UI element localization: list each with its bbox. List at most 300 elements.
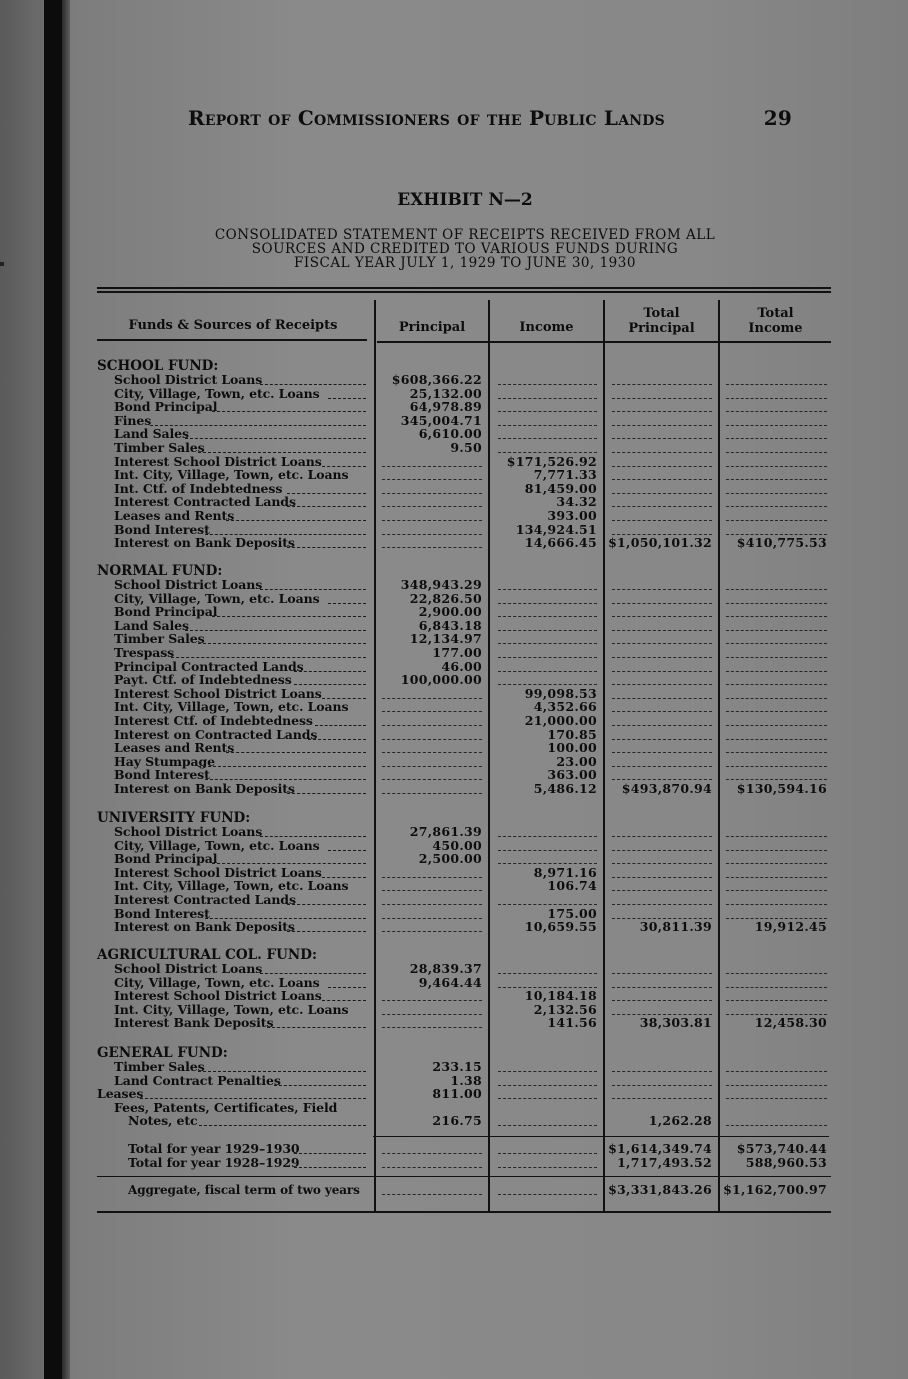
blank-entry-dashes xyxy=(382,793,482,794)
blank-entry-dashes xyxy=(498,616,597,617)
blank-entry-dashes xyxy=(612,1085,712,1086)
blank-entry-dashes xyxy=(498,1125,597,1126)
blank-entry-dashes xyxy=(726,384,827,385)
row-label: Int. City, Village, Town, etc. Loans xyxy=(114,700,349,715)
blank-entry-dashes xyxy=(726,904,827,905)
amount-income: 10,184.18 xyxy=(524,988,597,1004)
amount-principal: 100,000.00 xyxy=(400,672,482,688)
blank-entry-dashes xyxy=(498,1085,597,1086)
amount-principal: 27,861.39 xyxy=(409,824,482,839)
blank-entry-dashes xyxy=(726,506,827,507)
amount-income: 170.85 xyxy=(547,726,597,742)
row-label: Land Sales xyxy=(114,427,189,442)
amount-income: 175.00 xyxy=(547,905,597,921)
leader-dots xyxy=(287,904,366,905)
leader-dots xyxy=(205,534,366,535)
leader-dots xyxy=(198,643,366,644)
leader-dots xyxy=(287,931,366,932)
leader-dots xyxy=(322,698,367,699)
blank-entry-dashes xyxy=(382,506,482,507)
blank-entry-dashes xyxy=(726,438,827,439)
amount-principal: 9,464.44 xyxy=(418,974,482,990)
row-label: School District Loans xyxy=(114,373,263,387)
blank-entry-dashes xyxy=(726,684,827,685)
blank-entry-dashes xyxy=(612,850,712,851)
blank-entry-dashes xyxy=(498,1167,597,1168)
row-label: Interest Contracted Lands xyxy=(114,893,296,907)
blank-entry-dashes xyxy=(726,987,827,988)
row-label: Principal Contracted Lands xyxy=(114,659,304,674)
amount-income: 4,352.66 xyxy=(533,699,597,715)
blank-entry-dashes xyxy=(726,877,827,878)
blank-entry-dashes xyxy=(726,698,827,699)
leader-dots xyxy=(198,452,366,453)
blank-entry-dashes xyxy=(726,739,827,740)
leader-dots xyxy=(322,466,367,467)
table-top-rule xyxy=(97,287,831,289)
amount-income: 7,771.33 xyxy=(533,467,597,483)
blank-entry-dashes xyxy=(382,890,482,891)
amount-principal: 9.50 xyxy=(450,440,482,455)
blank-entry-dashes xyxy=(382,466,482,467)
leader-dots xyxy=(328,603,366,604)
amount-income: 106.74 xyxy=(547,878,597,894)
table-top-rule-double xyxy=(97,291,831,293)
blank-entry-dashes xyxy=(498,973,597,974)
blank-entry-dashes xyxy=(612,466,712,467)
blank-entry-dashes xyxy=(498,643,597,644)
amount-total-principal: 38,303.81 xyxy=(639,1015,712,1031)
row-label: Land Sales xyxy=(114,618,189,633)
blank-entry-dashes xyxy=(726,479,827,480)
page-number: 29 xyxy=(763,106,792,130)
blank-entry-dashes xyxy=(382,698,482,699)
blank-entry-dashes xyxy=(612,493,712,494)
blank-entry-dashes xyxy=(498,850,597,851)
blank-entry-dashes xyxy=(612,589,712,590)
blank-entry-dashes xyxy=(612,398,712,399)
row-label: Interest School District Loans xyxy=(114,865,322,880)
blank-entry-dashes xyxy=(382,520,482,521)
row-label: Trespass xyxy=(114,646,175,660)
caption-line: FISCAL YEAR JULY 1, 1929 TO JUNE 30, 1930 xyxy=(294,255,636,271)
row-label: Interest School District Loans xyxy=(114,989,322,1004)
amount-income: 141.56 xyxy=(547,1015,597,1031)
blank-entry-dashes xyxy=(726,752,827,753)
amount-income: 23.00 xyxy=(556,753,597,769)
row-label: Fees, Patents, Certificates, Field xyxy=(114,1100,338,1115)
blank-entry-dashes xyxy=(612,1071,712,1072)
blank-entry-dashes xyxy=(612,973,712,974)
amount-income: 393.00 xyxy=(547,508,597,523)
amount-total-principal: 1,262.28 xyxy=(648,1113,712,1129)
blank-entry-dashes xyxy=(726,657,827,658)
row-label: Leases and Rents xyxy=(114,741,235,756)
amount-principal: 2,900.00 xyxy=(418,604,482,620)
amount-income: 81,459.00 xyxy=(524,480,597,496)
leader-dots xyxy=(260,836,366,837)
amount-total-income: 19,912.45 xyxy=(754,919,827,935)
leader-dots xyxy=(226,520,366,521)
blank-entry-dashes xyxy=(498,1071,597,1072)
blank-entry-dashes xyxy=(726,1098,827,1099)
amount-income: $171,526.92 xyxy=(506,453,597,469)
totals-rule xyxy=(373,1136,829,1137)
leader-dots xyxy=(328,850,366,851)
leader-dots xyxy=(294,1153,366,1154)
leader-dots xyxy=(322,1000,367,1001)
amount-principal: $608,366.22 xyxy=(391,372,482,387)
table-bottom-rule xyxy=(97,1211,831,1213)
blank-entry-dashes xyxy=(612,890,712,891)
blank-entry-dashes xyxy=(612,616,712,617)
blank-entry-dashes xyxy=(612,766,712,767)
amount-income: 34.32 xyxy=(556,494,597,510)
blank-entry-dashes xyxy=(612,671,712,672)
aggregate-label: Aggregate, fiscal term of two years xyxy=(128,1183,360,1197)
leader-dots xyxy=(322,877,367,878)
header-underline-source xyxy=(97,339,367,341)
amount-principal: 28,839.37 xyxy=(409,961,482,976)
blank-entry-dashes xyxy=(612,752,712,753)
blank-entry-dashes xyxy=(726,589,827,590)
amount-income: 10,659.55 xyxy=(524,919,597,935)
row-label: City, Village, Town, etc. Loans xyxy=(114,591,320,606)
row-label: City, Village, Town, etc. Loans xyxy=(114,838,320,853)
fund-section-title: SCHOOL FUND: xyxy=(97,358,219,374)
amount-principal: 811.00 xyxy=(432,1086,482,1102)
leader-dots xyxy=(287,506,366,507)
leader-dots xyxy=(328,398,366,399)
blank-entry-dashes xyxy=(726,466,827,467)
blank-entry-dashes xyxy=(726,1125,827,1126)
row-label: Leases and Rents xyxy=(114,509,235,523)
amount-total-principal: $493,870.94 xyxy=(621,781,712,796)
blank-entry-dashes xyxy=(382,779,482,780)
row-label: Notes, etc xyxy=(128,1114,198,1129)
blank-entry-dashes xyxy=(726,1000,827,1001)
leader-dots xyxy=(294,684,366,685)
row-label: School District Loans xyxy=(114,825,263,839)
blank-entry-dashes xyxy=(382,877,482,878)
blank-entry-dashes xyxy=(498,671,597,672)
blank-entry-dashes xyxy=(726,1071,827,1072)
statement-caption xyxy=(120,228,810,270)
leader-dots xyxy=(212,616,366,617)
blank-entry-dashes xyxy=(498,1153,597,1154)
leader-dots xyxy=(171,657,366,658)
blank-entry-dashes xyxy=(498,438,597,439)
book-gutter xyxy=(62,0,70,1379)
leader-dots xyxy=(260,973,366,974)
leader-dots xyxy=(287,493,366,494)
blank-entry-dashes xyxy=(726,452,827,453)
blank-entry-dashes xyxy=(382,752,482,753)
blank-entry-dashes xyxy=(382,725,482,726)
blank-entry-dashes xyxy=(612,438,712,439)
row-label: Timber Sales xyxy=(114,1060,205,1074)
amount-income: 8,971.16 xyxy=(533,864,597,880)
amount-principal: 233.15 xyxy=(432,1059,482,1074)
blank-entry-dashes xyxy=(612,1098,712,1099)
amount-principal: 64,978.89 xyxy=(409,399,482,415)
amount-income: 363.00 xyxy=(547,767,597,783)
blank-entry-dashes xyxy=(726,863,827,864)
amount-income: 134,924.51 xyxy=(515,521,597,537)
blank-entry-dashes xyxy=(498,904,597,905)
amount-income: 99,098.53 xyxy=(524,685,597,701)
column-divider xyxy=(374,300,376,1211)
leader-dots xyxy=(226,752,366,753)
blank-entry-dashes xyxy=(612,520,712,521)
blank-entry-dashes xyxy=(498,1098,597,1099)
row-label: Interest on Contracted Lands xyxy=(114,727,318,742)
blank-entry-dashes xyxy=(612,863,712,864)
row-label: Fines xyxy=(114,413,152,428)
blank-entry-dashes xyxy=(382,766,482,767)
row-label: Interest on Bank Deposits xyxy=(114,782,295,796)
blank-entry-dashes xyxy=(612,479,712,480)
row-label: Interest Ctf. of Indebtedness xyxy=(114,714,313,728)
column-divider xyxy=(603,300,605,1211)
fund-section-title: NORMAL FUND: xyxy=(97,563,223,579)
amount-income: 100.00 xyxy=(547,740,597,756)
blank-entry-dashes xyxy=(382,1153,482,1154)
blank-entry-dashes xyxy=(612,904,712,905)
leader-dots xyxy=(287,793,366,794)
leader-dots xyxy=(198,766,366,767)
amount-total-principal: $1,614,349.74 xyxy=(608,1141,712,1156)
amount-principal: 177.00 xyxy=(432,645,482,660)
leader-dots xyxy=(205,779,366,780)
amount-principal: 345,004.71 xyxy=(400,412,482,428)
amount-income: 14,666.45 xyxy=(524,535,597,551)
amount-total-principal: 1,717,493.52 xyxy=(617,1155,712,1170)
row-label: Interest Bank Deposits xyxy=(114,1016,274,1031)
amount-total-principal: $1,050,101.32 xyxy=(608,535,712,551)
blank-entry-dashes xyxy=(612,711,712,712)
amount-principal: 46.00 xyxy=(441,658,482,674)
blank-entry-dashes xyxy=(382,711,482,712)
blank-entry-dashes xyxy=(612,698,712,699)
blank-entry-dashes xyxy=(382,1167,482,1168)
amount-total-principal: 30,811.39 xyxy=(639,919,712,935)
row-label: Int. Ctf. of Indebtedness xyxy=(114,481,283,496)
row-label: Int. City, Village, Town, etc. Loans xyxy=(114,1002,349,1017)
row-label: Int. City, Village, Town, etc. Loans xyxy=(114,879,349,894)
blank-entry-dashes xyxy=(498,398,597,399)
leader-dots xyxy=(198,1071,366,1072)
blank-entry-dashes xyxy=(726,520,827,521)
blank-entry-dashes xyxy=(498,411,597,412)
blank-entry-dashes xyxy=(726,850,827,851)
row-label: Interest School District Loans xyxy=(114,686,322,701)
blank-entry-dashes xyxy=(612,1000,712,1001)
row-label: Bond Interest xyxy=(114,522,210,537)
blank-entry-dashes xyxy=(612,643,712,644)
blank-entry-dashes xyxy=(612,384,712,385)
column-header-total-principal xyxy=(605,306,718,336)
blank-entry-dashes xyxy=(726,643,827,644)
leader-dots xyxy=(287,547,366,548)
leader-dots xyxy=(205,918,366,919)
leader-dots xyxy=(185,630,367,631)
blank-entry-dashes xyxy=(726,1085,827,1086)
row-label: Interest on Bank Deposits xyxy=(114,536,295,551)
amount-principal: 2,500.00 xyxy=(418,851,482,867)
row-label: Int. City, Village, Town, etc. Loans xyxy=(114,468,349,483)
amount-principal: 216.75 xyxy=(432,1113,482,1129)
blank-entry-dashes xyxy=(498,836,597,837)
row-label: Payt. Ctf. of Indebtedness xyxy=(114,673,292,688)
amount-principal: 450.00 xyxy=(432,837,482,853)
column-divider xyxy=(718,300,720,1211)
leader-dots xyxy=(315,725,366,726)
column-header-income: Income xyxy=(519,320,574,335)
caption-line: SOURCES AND CREDITED TO VARIOUS FUNDS DURING xyxy=(251,241,679,257)
row-label: Total for year 1929–1930 xyxy=(128,1142,300,1156)
amount-total-income: 12,458.30 xyxy=(754,1015,827,1031)
blank-entry-dashes xyxy=(726,890,827,891)
leader-dots xyxy=(212,863,366,864)
blank-entry-dashes xyxy=(726,630,827,631)
leader-dots xyxy=(260,384,366,385)
leader-dots xyxy=(199,1125,367,1126)
row-label: Interest School District Loans xyxy=(114,454,322,469)
leader-dots xyxy=(294,671,366,672)
blank-entry-dashes xyxy=(612,877,712,878)
row-label: School District Loans xyxy=(114,962,263,976)
blank-entry-dashes xyxy=(612,684,712,685)
fund-section-title: AGRICULTURAL COL. FUND: xyxy=(97,947,317,963)
blank-entry-dashes xyxy=(382,1194,482,1195)
blank-entry-dashes xyxy=(498,452,597,453)
leader-dots xyxy=(140,1098,366,1099)
amount-total-principal: $3,331,843.26 xyxy=(608,1182,712,1197)
blank-entry-dashes xyxy=(382,1000,482,1001)
blank-entry-dashes xyxy=(612,630,712,631)
header-line: Total xyxy=(643,306,680,321)
blank-entry-dashes xyxy=(726,766,827,767)
row-label: City, Village, Town, etc. Loans xyxy=(114,386,320,401)
blank-entry-dashes xyxy=(612,836,712,837)
blank-entry-dashes xyxy=(382,1027,482,1028)
blank-entry-dashes xyxy=(612,987,712,988)
blank-entry-dashes xyxy=(612,506,712,507)
blank-entry-dashes xyxy=(382,547,482,548)
row-label: City, Village, Town, etc. Loans xyxy=(114,975,320,990)
blank-entry-dashes xyxy=(498,384,597,385)
amount-principal: 22,826.50 xyxy=(409,590,482,606)
amount-total-income: $573,740.44 xyxy=(736,1141,827,1156)
blank-entry-dashes xyxy=(498,657,597,658)
row-label: Land Contract Penalties xyxy=(114,1073,281,1088)
row-label: Total for year 1928–1929 xyxy=(128,1156,300,1170)
blank-entry-dashes xyxy=(726,603,827,604)
amount-income: 2,132.56 xyxy=(533,1001,597,1017)
blank-entry-dashes xyxy=(382,479,482,480)
row-label: Bond Principal xyxy=(114,400,218,415)
blank-entry-dashes xyxy=(726,836,827,837)
blank-entry-dashes xyxy=(612,452,712,453)
blank-entry-dashes xyxy=(612,657,712,658)
blank-entry-dashes xyxy=(382,493,482,494)
amount-income: 5,486.12 xyxy=(533,781,597,796)
fund-section-title: UNIVERSITY FUND: xyxy=(97,810,251,826)
blank-entry-dashes xyxy=(612,603,712,604)
column-divider xyxy=(488,300,490,1211)
blank-entry-dashes xyxy=(726,398,827,399)
row-label: Interest on Bank Deposits xyxy=(114,920,295,935)
amount-principal: 25,132.00 xyxy=(409,385,482,401)
book-binding-shadow xyxy=(44,0,62,1379)
row-label: Bond Principal xyxy=(114,605,218,620)
blank-entry-dashes xyxy=(726,493,827,494)
edge-mark xyxy=(0,262,4,266)
blank-entry-dashes xyxy=(612,739,712,740)
blank-entry-dashes xyxy=(726,411,827,412)
blank-entry-dashes xyxy=(726,671,827,672)
row-label: School District Loans xyxy=(114,578,263,592)
blank-entry-dashes xyxy=(382,918,482,919)
blank-entry-dashes xyxy=(498,1194,597,1195)
amount-total-income: 588,960.53 xyxy=(745,1155,827,1170)
row-label: Timber Sales xyxy=(114,441,205,455)
blank-entry-dashes xyxy=(726,711,827,712)
leader-dots xyxy=(185,438,367,439)
amount-total-income: $1,162,700.97 xyxy=(723,1182,827,1197)
amount-income: 21,000.00 xyxy=(524,713,597,728)
exhibit-title: EXHIBIT N—2 xyxy=(397,190,533,210)
row-label: Hay Stumpage xyxy=(114,754,215,769)
row-label: Bond Interest xyxy=(114,768,210,783)
amount-principal: 6,610.00 xyxy=(418,426,482,442)
column-header-total-income xyxy=(720,306,831,336)
blank-entry-dashes xyxy=(382,1014,482,1015)
running-head xyxy=(188,106,794,136)
aggregate-rule xyxy=(97,1176,831,1177)
column-header-source: Funds & Sources of Receipts xyxy=(128,318,338,333)
row-label: Bond Principal xyxy=(114,852,218,867)
caption-line: CONSOLIDATED STATEMENT OF RECEIPTS RECEIVED FROM ALL xyxy=(214,227,716,243)
header-line: Total xyxy=(757,306,794,321)
leader-dots xyxy=(294,1167,366,1168)
blank-entry-dashes xyxy=(382,739,482,740)
amount-principal: 12,134.97 xyxy=(409,631,482,647)
row-label: Interest Contracted Lands xyxy=(114,495,296,510)
leader-dots xyxy=(274,1085,366,1086)
blank-entry-dashes xyxy=(382,534,482,535)
blank-entry-dashes xyxy=(382,904,482,905)
blank-entry-dashes xyxy=(612,425,712,426)
blank-entry-dashes xyxy=(726,425,827,426)
leader-dots xyxy=(267,1027,366,1028)
blank-entry-dashes xyxy=(498,425,597,426)
row-label: Leases xyxy=(97,1087,144,1102)
header-line: Principal xyxy=(628,321,695,336)
report-title: Report of Commissioners of the Public Lands xyxy=(188,106,665,130)
amount-total-income: $130,594.16 xyxy=(736,781,827,796)
row-label: Timber Sales xyxy=(114,632,205,647)
amount-principal: 1.38 xyxy=(450,1072,482,1088)
amount-total-income: $410,775.53 xyxy=(736,535,827,551)
column-header-principal: Principal xyxy=(398,320,466,335)
blank-entry-dashes xyxy=(612,411,712,412)
leader-dots xyxy=(212,411,366,412)
blank-entry-dashes xyxy=(498,589,597,590)
leader-dots xyxy=(308,739,366,740)
blank-entry-dashes xyxy=(726,725,827,726)
